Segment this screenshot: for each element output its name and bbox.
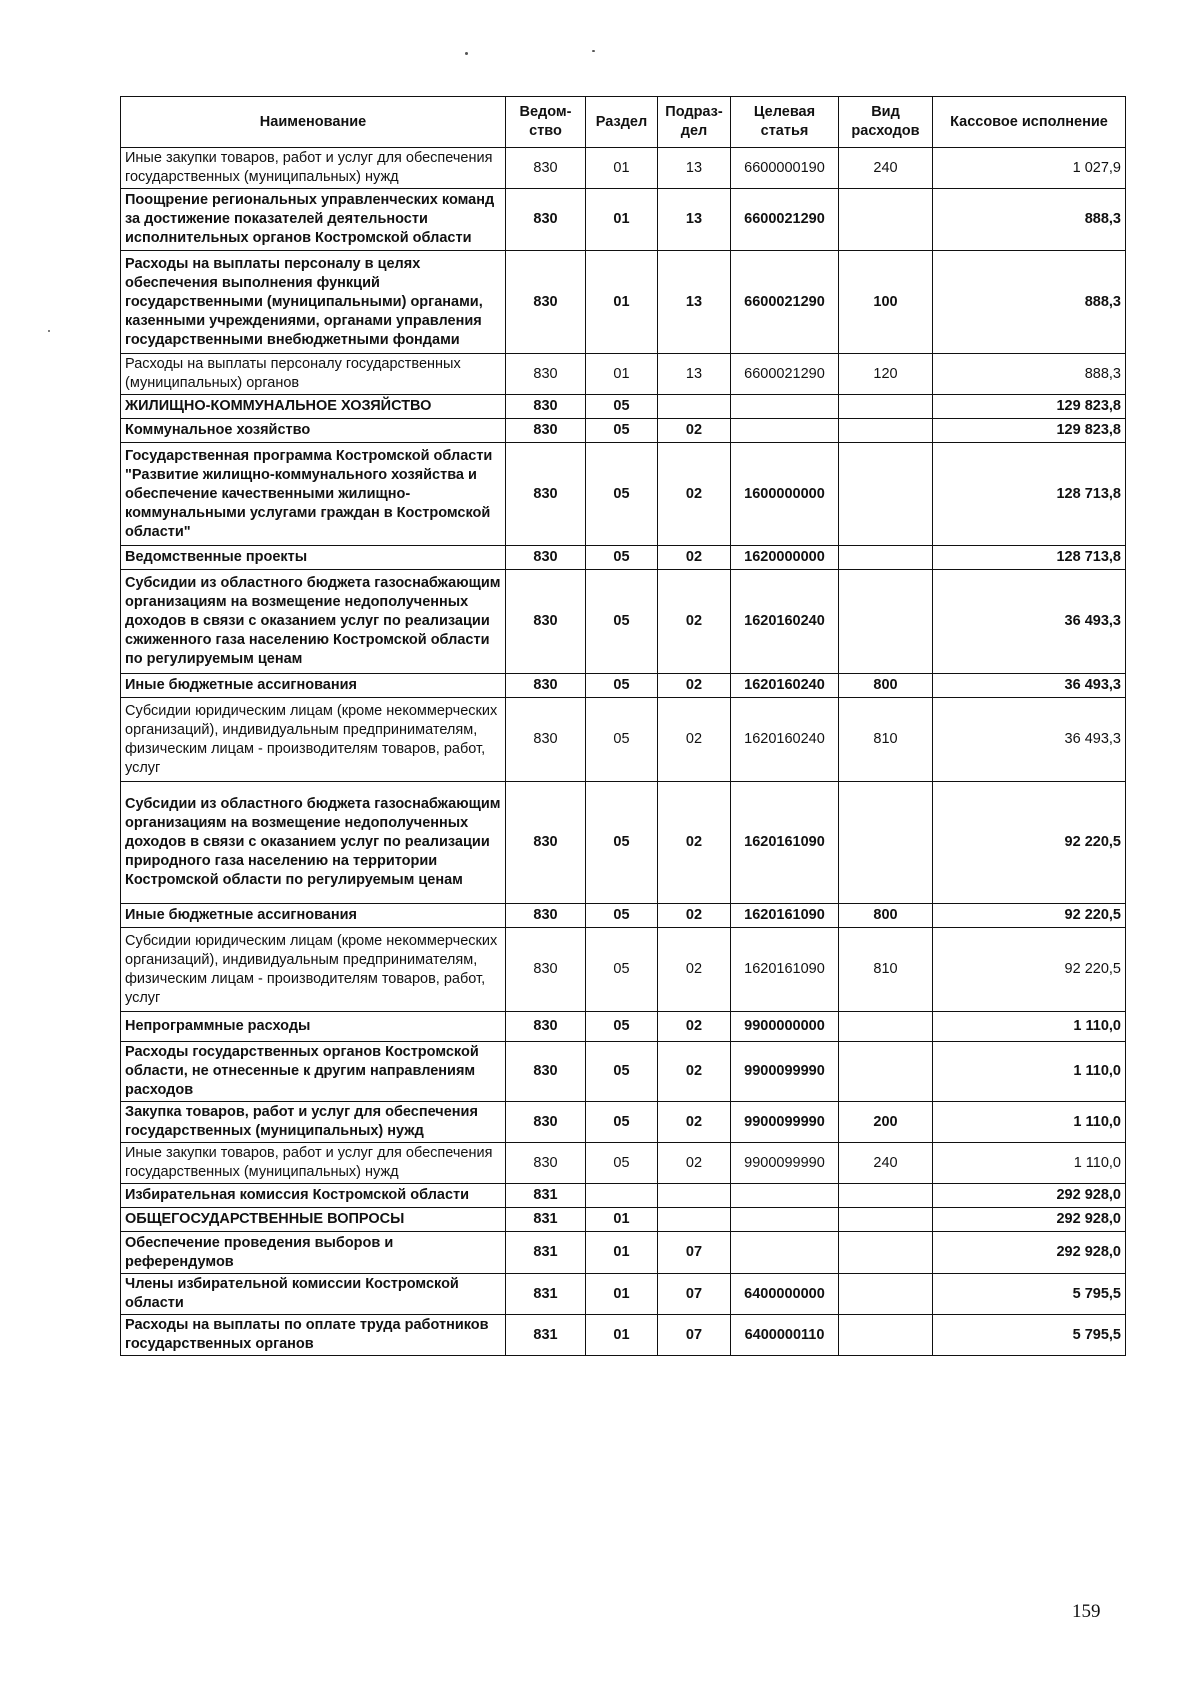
cell-razdel: 01 — [586, 148, 658, 189]
cell-sum: 888,3 — [933, 189, 1126, 251]
cell-ved: 830 — [506, 419, 586, 443]
cell-cs: 1620161090 — [731, 782, 839, 904]
cell-sum: 5 795,5 — [933, 1274, 1126, 1315]
header-cell: Наименование — [121, 97, 506, 148]
cell-ved: 830 — [506, 354, 586, 395]
cell-name: Иные закупки товаров, работ и услуг для обеспечения государственных (муниципальных) нужд — [121, 1143, 506, 1184]
cell-podrazdel: 07 — [658, 1315, 731, 1356]
cell-cs: 1620160240 — [731, 674, 839, 698]
cell-name: Закупка товаров, работ и услуг для обеспечения государственных (муниципальных) нужд — [121, 1102, 506, 1143]
table-row — [121, 570, 1126, 674]
cell-sum: 36 493,3 — [933, 698, 1126, 782]
cell-name: Члены избирательной комиссии Костромской области — [121, 1274, 506, 1315]
cell-ved: 830 — [506, 443, 586, 546]
cell-cs: 1620161090 — [731, 928, 839, 1012]
cell-name: Расходы на выплаты персоналу в целях обеспечения выполнения функций государственными (муниципальными) органами, казенными учреждениями, органами управления государственными внебюджетными фондами — [121, 251, 506, 354]
cell-podrazdel: 02 — [658, 928, 731, 1012]
cell-sum: 128 713,8 — [933, 443, 1126, 546]
table-row — [121, 904, 1126, 928]
cell-ved: 830 — [506, 570, 586, 674]
cell-name: Иные бюджетные ассигнования — [121, 674, 506, 698]
cell-podrazdel: 02 — [658, 570, 731, 674]
cell-razdel: 05 — [586, 419, 658, 443]
cell-razdel: 01 — [586, 1208, 658, 1232]
cell-sum: 92 220,5 — [933, 904, 1126, 928]
header-cell: Кассовое исполнение — [933, 97, 1126, 148]
table-row — [121, 1143, 1126, 1184]
cell-vr — [839, 395, 933, 419]
cell-cs: 9900099990 — [731, 1102, 839, 1143]
cell-sum: 92 220,5 — [933, 782, 1126, 904]
table-row — [121, 354, 1126, 395]
table-row — [121, 928, 1126, 1012]
cell-podrazdel: 02 — [658, 1102, 731, 1143]
cell-razdel: 05 — [586, 1102, 658, 1143]
cell-cs: 6600000190 — [731, 148, 839, 189]
cell-cs: 9900099990 — [731, 1042, 839, 1102]
table-row — [121, 1208, 1126, 1232]
cell-razdel: 05 — [586, 570, 658, 674]
table-row — [121, 419, 1126, 443]
cell-vr — [839, 1232, 933, 1274]
cell-ved: 830 — [506, 148, 586, 189]
cell-podrazdel — [658, 395, 731, 419]
table-row — [121, 546, 1126, 570]
cell-vr — [839, 570, 933, 674]
cell-ved: 830 — [506, 189, 586, 251]
cell-cs: 9900000000 — [731, 1012, 839, 1042]
cell-cs: 9900099990 — [731, 1143, 839, 1184]
cell-podrazdel: 02 — [658, 443, 731, 546]
cell-cs: 6400000110 — [731, 1315, 839, 1356]
cell-sum: 888,3 — [933, 354, 1126, 395]
cell-vr — [839, 1012, 933, 1042]
cell-podrazdel: 07 — [658, 1274, 731, 1315]
cell-cs: 1620160240 — [731, 570, 839, 674]
cell-razdel: 05 — [586, 904, 658, 928]
cell-razdel: 01 — [586, 1315, 658, 1356]
table-row — [121, 1315, 1126, 1356]
cell-name: Государственная программа Костромской области "Развитие жилищно-коммунального хозяйства и обеспечение качественными жилищно-коммунальными услугами граждан в Костромской области" — [121, 443, 506, 546]
cell-podrazdel — [658, 1184, 731, 1208]
table-row — [121, 674, 1126, 698]
cell-ved: 830 — [506, 904, 586, 928]
cell-razdel: 01 — [586, 1274, 658, 1315]
cell-cs — [731, 1232, 839, 1274]
cell-razdel: 01 — [586, 1232, 658, 1274]
cell-vr: 800 — [839, 674, 933, 698]
cell-sum: 1 110,0 — [933, 1012, 1126, 1042]
cell-cs — [731, 419, 839, 443]
cell-podrazdel: 07 — [658, 1232, 731, 1274]
cell-cs: 1620160240 — [731, 698, 839, 782]
cell-sum: 1 027,9 — [933, 148, 1126, 189]
cell-sum: 36 493,3 — [933, 570, 1126, 674]
cell-name: Субсидии из областного бюджета газоснабжающим организациям на возмещение недополученных доходов в связи с оказанием услуг по реализации сжиженного газа населению Костромской области по регулируемым ценам — [121, 570, 506, 674]
cell-sum: 129 823,8 — [933, 419, 1126, 443]
cell-vr: 200 — [839, 1102, 933, 1143]
cell-ved: 830 — [506, 674, 586, 698]
cell-vr: 240 — [839, 1143, 933, 1184]
budget-table — [120, 96, 1126, 1356]
cell-ved: 830 — [506, 395, 586, 419]
scan-speck — [48, 330, 50, 332]
cell-sum: 128 713,8 — [933, 546, 1126, 570]
cell-name: Избирательная комиссия Костромской области — [121, 1184, 506, 1208]
cell-name: Расходы государственных органов Костромской области, не отнесенные к другим направлениям расходов — [121, 1042, 506, 1102]
cell-vr — [839, 443, 933, 546]
cell-cs: 1600000000 — [731, 443, 839, 546]
scan-speck — [592, 50, 595, 52]
cell-podrazdel — [658, 1208, 731, 1232]
cell-cs — [731, 395, 839, 419]
cell-sum: 292 928,0 — [933, 1184, 1126, 1208]
cell-name: Расходы на выплаты по оплате труда работников государственных органов — [121, 1315, 506, 1356]
page-number: 159 — [1072, 1601, 1101, 1622]
table-row — [121, 1184, 1126, 1208]
cell-vr: 120 — [839, 354, 933, 395]
cell-cs: 6400000000 — [731, 1274, 839, 1315]
cell-sum: 888,3 — [933, 251, 1126, 354]
cell-sum: 1 110,0 — [933, 1143, 1126, 1184]
table-body — [121, 148, 1126, 1356]
cell-podrazdel: 13 — [658, 189, 731, 251]
cell-podrazdel: 02 — [658, 1143, 731, 1184]
cell-name: ОБЩЕГОСУДАРСТВЕННЫЕ ВОПРОСЫ — [121, 1208, 506, 1232]
cell-cs: 6600021290 — [731, 189, 839, 251]
cell-ved: 831 — [506, 1184, 586, 1208]
cell-vr — [839, 546, 933, 570]
header-row — [121, 97, 1126, 148]
table-row — [121, 1274, 1126, 1315]
cell-razdel: 05 — [586, 1012, 658, 1042]
cell-cs: 6600021290 — [731, 354, 839, 395]
cell-sum: 1 110,0 — [933, 1042, 1126, 1102]
table-row — [121, 148, 1126, 189]
cell-podrazdel: 13 — [658, 148, 731, 189]
cell-sum: 1 110,0 — [933, 1102, 1126, 1143]
cell-name: Обеспечение проведения выборов и референдумов — [121, 1232, 506, 1274]
cell-vr: 100 — [839, 251, 933, 354]
cell-sum: 292 928,0 — [933, 1232, 1126, 1274]
cell-name: Субсидии из областного бюджета газоснабжающим организациям на возмещение недополученных доходов в связи с оказанием услуг по реализации природного газа населению на территории Костромской области по регулируемым ценам — [121, 782, 506, 904]
cell-vr — [839, 1208, 933, 1232]
cell-razdel: 05 — [586, 1143, 658, 1184]
table-row — [121, 1042, 1126, 1102]
cell-name: Субсидии юридическим лицам (кроме некоммерческих организаций), индивидуальным предпринимателям, физическим лицам - производителям товаров, работ, услуг — [121, 928, 506, 1012]
table-row — [121, 189, 1126, 251]
cell-ved: 831 — [506, 1208, 586, 1232]
cell-sum: 129 823,8 — [933, 395, 1126, 419]
cell-ved: 830 — [506, 928, 586, 1012]
cell-ved: 831 — [506, 1232, 586, 1274]
cell-cs: 6600021290 — [731, 251, 839, 354]
cell-ved: 831 — [506, 1274, 586, 1315]
table-row — [121, 1012, 1126, 1042]
cell-ved: 830 — [506, 1012, 586, 1042]
header-cell: Подраз- дел — [658, 97, 731, 148]
cell-vr: 800 — [839, 904, 933, 928]
cell-vr — [839, 1315, 933, 1356]
cell-ved: 830 — [506, 782, 586, 904]
cell-ved: 831 — [506, 1315, 586, 1356]
cell-vr: 240 — [839, 148, 933, 189]
header-cell: Целевая статья — [731, 97, 839, 148]
cell-sum: 292 928,0 — [933, 1208, 1126, 1232]
header-cell: Вид расходов — [839, 97, 933, 148]
cell-razdel: 01 — [586, 251, 658, 354]
cell-razdel: 05 — [586, 443, 658, 546]
cell-vr: 810 — [839, 928, 933, 1012]
table-row — [121, 1102, 1126, 1143]
cell-razdel — [586, 1184, 658, 1208]
cell-name: Расходы на выплаты персоналу государственных (муниципальных) органов — [121, 354, 506, 395]
cell-name: Иные закупки товаров, работ и услуг для обеспечения государственных (муниципальных) нужд — [121, 148, 506, 189]
cell-ved: 830 — [506, 546, 586, 570]
cell-razdel: 05 — [586, 1042, 658, 1102]
table-row — [121, 395, 1126, 419]
cell-cs: 1620161090 — [731, 904, 839, 928]
cell-name: Поощрение региональных управленческих команд за достижение показателей деятельности исполнительных органов Костромской области — [121, 189, 506, 251]
cell-cs: 1620000000 — [731, 546, 839, 570]
cell-sum: 5 795,5 — [933, 1315, 1126, 1356]
cell-name: Ведомственные проекты — [121, 546, 506, 570]
cell-vr: 810 — [839, 698, 933, 782]
cell-vr — [839, 782, 933, 904]
cell-podrazdel: 02 — [658, 698, 731, 782]
cell-ved: 830 — [506, 1042, 586, 1102]
cell-razdel: 05 — [586, 395, 658, 419]
cell-razdel: 05 — [586, 674, 658, 698]
cell-podrazdel: 13 — [658, 251, 731, 354]
cell-name: Непрограммные расходы — [121, 1012, 506, 1042]
cell-ved: 830 — [506, 1102, 586, 1143]
cell-ved: 830 — [506, 251, 586, 354]
cell-cs — [731, 1184, 839, 1208]
cell-sum: 92 220,5 — [933, 928, 1126, 1012]
cell-vr — [839, 1274, 933, 1315]
header-cell: Раздел — [586, 97, 658, 148]
cell-razdel: 01 — [586, 189, 658, 251]
cell-ved: 830 — [506, 698, 586, 782]
cell-name: Коммунальное хозяйство — [121, 419, 506, 443]
table-row — [121, 1232, 1126, 1274]
cell-podrazdel: 02 — [658, 1012, 731, 1042]
cell-razdel: 05 — [586, 928, 658, 1012]
cell-razdel: 05 — [586, 698, 658, 782]
cell-sum: 36 493,3 — [933, 674, 1126, 698]
table-row — [121, 782, 1126, 904]
cell-ved: 830 — [506, 1143, 586, 1184]
table-row — [121, 698, 1126, 782]
table-row — [121, 251, 1126, 354]
cell-podrazdel: 02 — [658, 1042, 731, 1102]
cell-vr — [839, 1184, 933, 1208]
cell-razdel: 01 — [586, 354, 658, 395]
cell-podrazdel: 02 — [658, 782, 731, 904]
cell-cs — [731, 1208, 839, 1232]
cell-podrazdel: 02 — [658, 674, 731, 698]
cell-podrazdel: 13 — [658, 354, 731, 395]
header-cell: Ведом- ство — [506, 97, 586, 148]
cell-razdel: 05 — [586, 782, 658, 904]
cell-vr — [839, 189, 933, 251]
cell-name: ЖИЛИЩНО-КОММУНАЛЬНОЕ ХОЗЯЙСТВО — [121, 395, 506, 419]
cell-podrazdel: 02 — [658, 419, 731, 443]
cell-razdel: 05 — [586, 546, 658, 570]
cell-name: Субсидии юридическим лицам (кроме некоммерческих организаций), индивидуальным предпринимателям, физическим лицам - производителям товаров, работ, услуг — [121, 698, 506, 782]
table-row — [121, 443, 1126, 546]
scan-speck — [465, 52, 468, 55]
cell-vr — [839, 419, 933, 443]
cell-podrazdel: 02 — [658, 546, 731, 570]
cell-name: Иные бюджетные ассигнования — [121, 904, 506, 928]
cell-podrazdel: 02 — [658, 904, 731, 928]
cell-vr — [839, 1042, 933, 1102]
